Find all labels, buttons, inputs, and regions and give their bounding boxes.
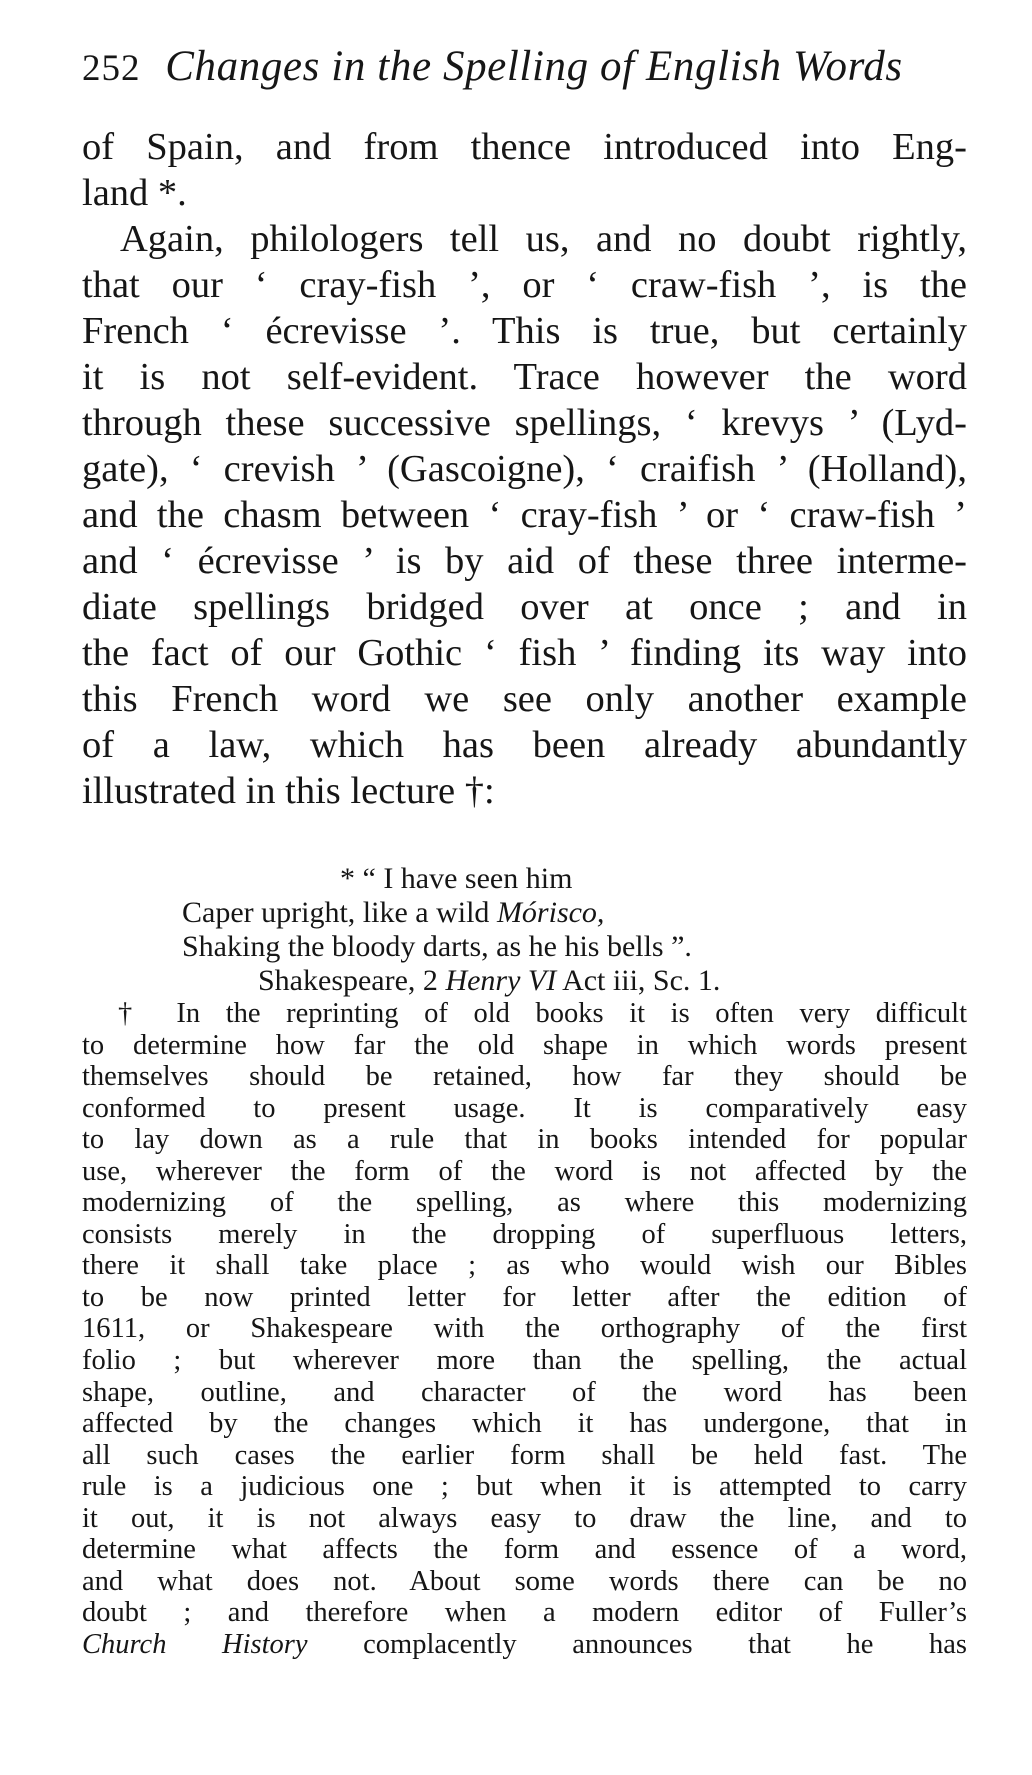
text-line: it is not self-evident. Trace however the word: [82, 356, 967, 398]
note-line: affected by the changes which it has undergone, that in: [82, 1408, 967, 1440]
text-line: French ‘ écrevisse ’. This is true, but certainly: [82, 310, 967, 352]
note-line: to be now printed letter for letter after the edition of: [82, 1281, 967, 1313]
text-line: through these successive spellings, ‘ krevys ’ (Lyd-: [82, 402, 967, 444]
note-line: to lay down as a rule that in books intended for popular: [82, 1124, 967, 1156]
running-title: Changes in the Spelling of English Words: [165, 43, 903, 90]
attribution: [82, 964, 967, 998]
note-line: 1611, or Shakespeare with the orthography of the first: [82, 1313, 967, 1345]
text-line: and the chasm between ‘ cray-fish ’ or ‘ craw-fish ’: [82, 494, 967, 536]
note-line: it out, it is not always easy to draw the line, and to: [82, 1502, 967, 1534]
text-line: of Spain, and from thence introduced into Eng-: [82, 126, 967, 168]
verse-line: * “ I have seen him: [340, 862, 573, 895]
note-text: complacently announces that he has: [307, 1628, 967, 1660]
note-line: modernizing of the spelling, as where this modernizing: [82, 1187, 967, 1219]
text-line: this French word we see only another example: [82, 678, 967, 720]
note-line: shape, outline, and character of the word has been: [82, 1376, 967, 1408]
text-line: the fact of our Gothic ‘ fish ’ finding its way into: [82, 632, 967, 674]
verse-text: Caper upright, like a wild: [182, 896, 497, 929]
verse-line: [82, 896, 967, 930]
text-line: and ‘ écrevisse ’ is by aid of these three interme-: [82, 540, 967, 582]
footnotes: [82, 862, 967, 1660]
attribution-italic: Henry VI: [445, 964, 557, 997]
note-line: folio ; but wherever more than the spelling, the actual: [82, 1345, 967, 1377]
verse-line: Shaking the bloody darts, as he his bells ”.: [182, 930, 692, 963]
note-line: [82, 1629, 967, 1661]
page-number: 252: [82, 48, 141, 89]
book-title-italic: Church History: [82, 1628, 308, 1660]
note-line: use, wherever the form of the word is not affected by the: [82, 1155, 967, 1187]
note-line: conformed to present usage. It is comparatively easy: [82, 1092, 967, 1124]
text-line: illustrated in this lecture †:: [82, 770, 495, 812]
note-line: themselves should be retained, how far they should be: [82, 1061, 967, 1093]
note-line: and what does not. About some words there can be no: [82, 1565, 967, 1597]
running-header: [82, 42, 962, 102]
note-line: consists merely in the dropping of superfluous letters,: [82, 1218, 967, 1250]
footnote-dagger: [82, 998, 967, 1660]
verse-italic: Mórisco,: [496, 896, 605, 929]
footnote-star: [82, 862, 967, 998]
note-line: rule is a judicious one ; but when it is attempted to carry: [82, 1471, 967, 1503]
text-line: of a law, which has been already abundantly: [82, 724, 967, 766]
text-line: that our ‘ cray-fish ’, or ‘ craw-fish ’, is the: [82, 264, 967, 306]
text-line: land *.: [82, 172, 187, 214]
note-line: doubt ; and therefore when a modern editor of Fuller’s: [82, 1597, 967, 1629]
text-line: diate spellings bridged over at once ; and in: [82, 586, 967, 628]
attribution-text: Act iii, Sc. 1.: [556, 964, 721, 997]
note-line: † In the reprinting of old books it is often very difficult: [118, 998, 967, 1029]
note-line: there it shall take place ; as who would wish our Bibles: [82, 1250, 967, 1282]
note-line: to determine how far the old shape in which words present: [82, 1029, 967, 1061]
text-line: Again, philologers tell us, and no doubt rightly,: [120, 218, 967, 260]
attribution-text: Shakespeare, 2: [258, 964, 446, 997]
main-text: [82, 124, 967, 814]
note-line: all such cases the earlier form shall be held fast. The: [82, 1439, 967, 1471]
note-line: determine what affects the form and essence of a word,: [82, 1534, 967, 1566]
text-line: gate), ‘ crevish ’ (Gascoigne), ‘ craifish ’ (Holland),: [82, 448, 967, 490]
